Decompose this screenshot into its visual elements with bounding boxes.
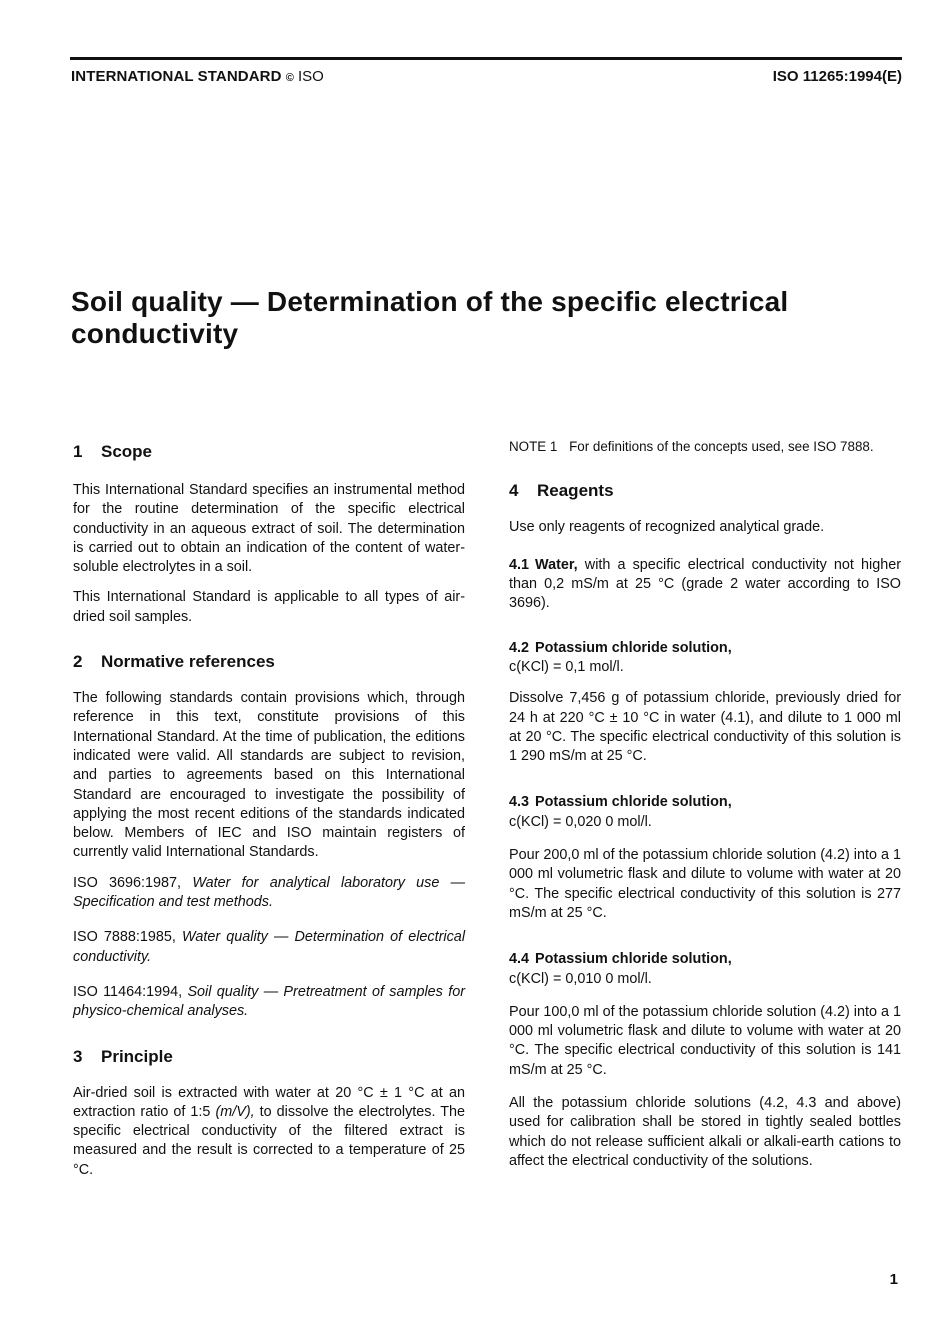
document-title [71,286,891,350]
reagent-4-4-concentration: c(KCl) = 0,010 0 mol/l. [509,970,652,987]
header-left [71,68,324,85]
reagent-4-3-text: Pour 200,0 ml of the potassium chloride solution (4.2) into a 1 000 ml volumetric flask and dilute to volume with water at 20 °C. The specific electrical conductivity of this solution is 277 mS/m at 25 °C. [509,847,901,921]
reagent-4-3-heading: 4.3 Potassium chloride solution, [509,794,732,811]
title-line-1: Soil quality — Determination of the specific electrical [71,286,789,317]
right-column [509,440,901,1171]
header-iso: ISO [297,68,324,85]
storage-paragraph: All the potassium chloride solutions (4.2, 4.3 and above) used for calibration shall be stored in tightly sealed bottles which do not release sufficient alkali or alkali-earth cations to affect the electrical conductivity of the solutions. [509,1095,901,1169]
reagent-4-2-concentration: c(KCl) = 0,1 mol/l. [509,658,624,675]
reagent-4-3-concentration: c(KCl) = 0,020 0 mol/l. [509,813,652,830]
reagent-4-4-text: Pour 100,0 ml of the potassium chloride solution (4.2) into a 1 000 ml volumetric flask and dilute to volume with water at 20 °C. The specific electrical conductivity of this solution is 141 mS/m at 25 °C. [509,1003,901,1078]
reference-item: ISO 11464:1994, Soil quality — Pretreatment of samples for physico-chemical analyses. [73,983,466,1020]
reagents-intro: Use only reagents of recognized analytical grade. [509,518,825,535]
reference-item: ISO 7888:1985, Water quality — Determination of electrical conductivity. [73,929,466,965]
normative-paragraph: The following standards contain provisions which, through reference in this text, constitute provisions of this International Standard. At the time of publication, the editions indicated were valid. All standards are subject to revision, and parties to agreements based on this International Standard are encouraged to investigate the possibility of applying the most recent editions of the standards indicated below. Members of IEC and ISO maintain registers of currently valid International Standards. [73,690,465,861]
reagent-4-2-heading: 4.2 Potassium chloride solution, [509,639,732,656]
reference-item: ISO 3696:1987, Water for analytical laboratory use — Specification and test methods. [73,874,466,911]
title-line-2: conductivity [71,318,239,349]
note-1: NOTE 1 For definitions of the concepts used, see ISO 7888. [509,439,874,454]
header-rule [70,57,902,60]
section-scope-heading: 1 Scope [73,442,153,461]
standard-number: ISO 11265:1994(E) [772,68,902,85]
reagent-water: 4.1 Water, with a specific electrical conductivity not higher than 0,2 mS/m at 25 °C (grade 2 water according to ISO 3696). [509,556,902,612]
section-reagents-heading: 4 Reagents [509,480,614,500]
scope-paragraph-1: This International Standard specifies an instrumental method for the routine determination of the specific electrical conductivity in an aqueous extract of soil. The determination is carried out to obtain an indication of the content of water-soluble electrolytes in a soil. [73,482,465,576]
reagent-4-4-heading: 4.4 Potassium chloride solution, [509,951,732,968]
reagent-4-2-text: Dissolve 7,456 g of potassium chloride, previously dried for 24 h at 220 °C ± 10 °C in water (4.1), and dilute to 1 000 ml at 20 °C. The specific electrical conductivity of this solution is 1 290 mS/m at 25 °C. [509,690,901,765]
left-column [73,440,465,1180]
standard-type-label: INTERNATIONAL STANDARD [71,68,282,85]
principle-paragraph: Air-dried soil is extracted with water at 20 °C ± 1 °C at an extraction ratio of 1:5 (m/V), to dissolve the electrolytes. The specific electrical conductivity of the filtered extract is measured and the result is corrected to a temperature of 25 °C. [73,1084,466,1178]
section-principle-heading: 3 Principle [73,1046,173,1066]
section-normative-heading: 2 Normative references [73,652,275,672]
page-number: 1 [889,1271,898,1288]
scope-paragraph-2: This International Standard is applicable to all types of air-dried soil samples. [73,589,465,625]
copyright-symbol: © [285,72,294,84]
